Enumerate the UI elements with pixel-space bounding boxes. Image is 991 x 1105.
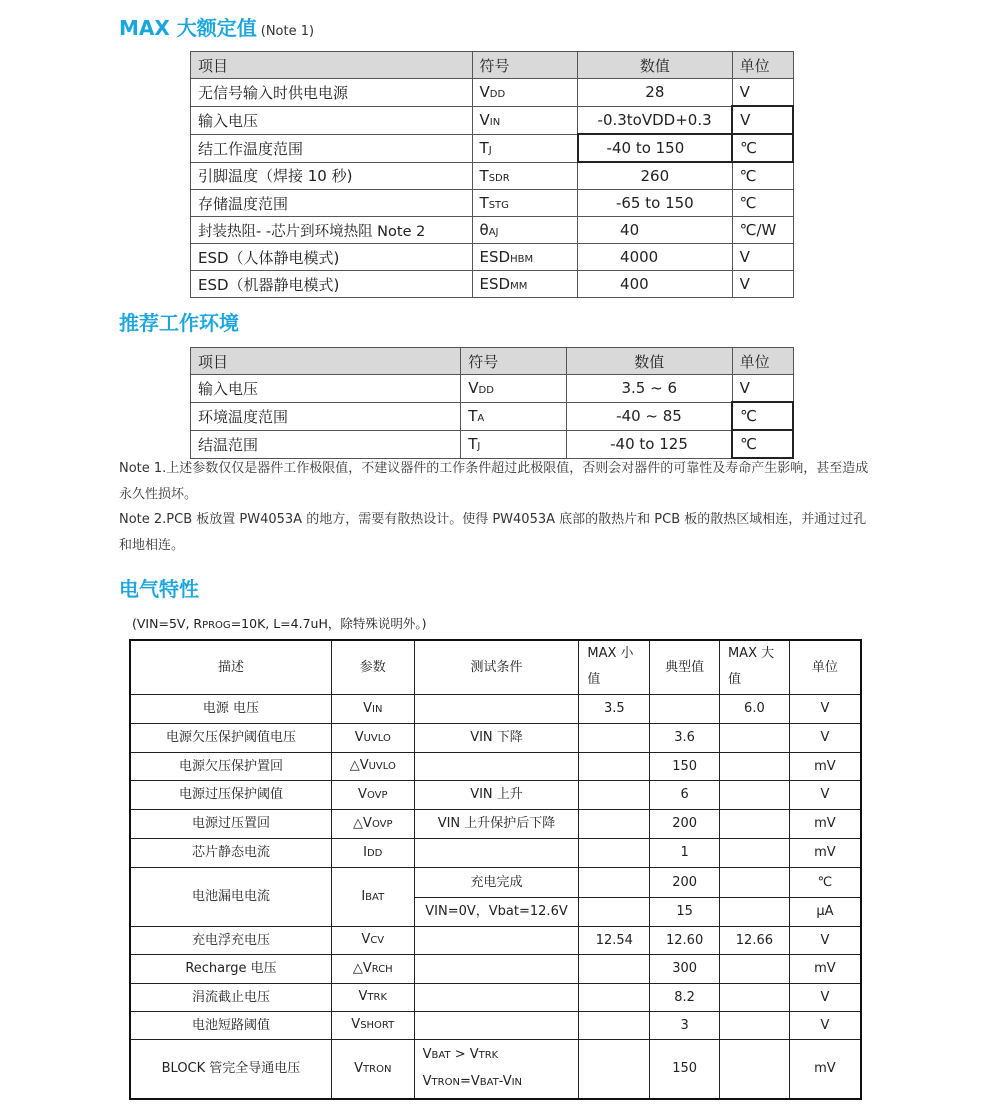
value-cell: 260: [578, 162, 733, 190]
unit-cell: mV: [789, 1039, 861, 1099]
test-cell: VIN=0V，Vbat=12.6V: [414, 897, 579, 926]
unit-cell: V: [732, 271, 793, 298]
item-cell: 引脚温度（焊接 10 秒): [191, 162, 473, 190]
table-row: [191, 402, 794, 430]
min-cell: [579, 838, 650, 867]
param-main: I: [361, 888, 366, 904]
typ-cell: 15: [650, 897, 720, 926]
test-subscript: TRON: [431, 1076, 460, 1088]
unit-cell: V: [732, 106, 793, 134]
section-title-max-ratings: [119, 12, 314, 41]
param-cell: [331, 926, 414, 954]
test-text: -V: [498, 1073, 512, 1089]
symbol-subscript: MM: [510, 281, 528, 292]
desc-cell: BLOCK 管完全导通电压: [130, 1039, 331, 1099]
symbol-subscript: IN: [489, 117, 501, 128]
param-subscript: BAT: [365, 891, 385, 903]
electrical-characteristics-table: [129, 639, 862, 1100]
min-cell: [579, 897, 650, 926]
symbol-cell: [461, 430, 567, 458]
column-header: 单位: [732, 348, 793, 375]
min-cell: [579, 780, 650, 809]
item-cell: ESD（人体静电模式): [191, 244, 473, 271]
param-main: V: [358, 989, 368, 1004]
param-cell: [331, 723, 414, 752]
value-cell: 400: [578, 271, 733, 298]
max-cell: [719, 983, 789, 1011]
table-row: [191, 106, 794, 134]
test-subscript: TRK: [478, 1049, 499, 1061]
param-prefix: △: [353, 815, 364, 831]
test-cell: [414, 838, 579, 867]
test-subscript: IN: [511, 1076, 523, 1088]
unit-cell: V: [732, 79, 793, 107]
min-cell: [579, 752, 650, 780]
param-subscript: UVLO: [368, 761, 396, 772]
param-cell: [331, 752, 414, 780]
table-row: [191, 244, 794, 271]
typ-cell: 8.2: [650, 983, 720, 1011]
unit-cell: ℃: [732, 430, 793, 458]
param-cell: [331, 1039, 414, 1099]
test-conditions: [132, 614, 426, 632]
max-cell: 6.0: [719, 694, 789, 723]
table-row: [130, 926, 861, 954]
min-cell: [579, 1039, 650, 1099]
conditions-text: =10K, L=4.7uH，除特殊说明外。): [230, 616, 427, 631]
param-subscript: TRK: [367, 992, 388, 1003]
param-cell: [331, 780, 414, 809]
test-cell: [414, 752, 579, 780]
symbol-main: T: [468, 435, 478, 453]
column-header-max: [719, 640, 789, 694]
unit-cell: ℃/W: [732, 217, 793, 244]
desc-cell: 芯片静态电流: [130, 838, 331, 867]
unit-cell: ℃: [732, 134, 793, 162]
max-cell: [719, 954, 789, 983]
value-cell: -40 to 150: [578, 134, 733, 162]
param-subscript: CV: [370, 935, 385, 946]
table-header-row: [191, 52, 794, 79]
symbol-subscript: AJ: [488, 227, 499, 238]
unit-cell: V: [789, 780, 861, 809]
symbol-cell: [461, 375, 567, 403]
param-cell: [331, 1011, 414, 1039]
param-main: I: [363, 844, 367, 860]
test-text: V: [422, 1046, 432, 1062]
desc-cell: 充电浮充电压: [130, 926, 331, 954]
max-cell: [719, 809, 789, 838]
column-header: 数值: [566, 348, 732, 375]
unit-cell: mV: [789, 954, 861, 983]
symbol-subscript: DD: [489, 89, 506, 101]
typ-cell: 150: [650, 752, 720, 780]
item-cell: ESD（机器静电模式): [191, 271, 473, 298]
param-prefix: △: [349, 758, 360, 773]
typ-cell: 12.60: [650, 926, 720, 954]
typ-cell: 3: [650, 1011, 720, 1039]
symbol-main: θ: [479, 221, 489, 239]
test-cell: VIN 上升: [414, 780, 579, 809]
test-cell: VIN 下降: [414, 723, 579, 752]
param-main: V: [362, 960, 372, 976]
param-main: V: [363, 815, 372, 831]
param-cell: [331, 954, 414, 983]
column-header-test: 测试条件: [414, 640, 579, 694]
param-main: V: [363, 700, 372, 716]
param-subscript: UVLO: [363, 732, 391, 744]
desc-cell: 电源 电压: [130, 694, 331, 723]
symbol-main: V: [468, 379, 479, 398]
param-main: V: [354, 729, 364, 745]
param-cell: [331, 694, 414, 723]
table-row: [191, 134, 794, 162]
value-cell: -65 to 150: [578, 190, 733, 217]
symbol-subscript: SDR: [488, 172, 510, 184]
symbol-subscript: A: [477, 413, 485, 424]
unit-cell: V: [789, 1011, 861, 1039]
unit-cell: μA: [789, 897, 861, 926]
table-header-row: [130, 640, 861, 694]
symbol-main: T: [468, 407, 478, 425]
param-main: V: [351, 1017, 361, 1032]
value-cell: -0.3toVDD+0.3: [578, 106, 733, 134]
table-row: [191, 271, 794, 298]
column-header: 数值: [578, 52, 733, 79]
column-header: 单位: [732, 52, 793, 79]
note-2: Note 2.PCB 板放置 PW4053A 的地方，需要有散热设计。使得 PW4053A 底部的散热片和 PCB 板的散热区域相连，并通过过孔和地相连。: [119, 512, 867, 553]
table-row: [130, 1011, 861, 1039]
unit-cell: ℃: [732, 402, 793, 430]
symbol-cell: [472, 162, 578, 190]
value-cell: 3.5 ~ 6: [566, 375, 732, 403]
symbol-subscript: J: [488, 145, 492, 156]
param-subscript: DD: [366, 847, 383, 859]
note-1: Note 1.上述参数仅仅是器件工作极限值，不建议器件的工作条件超过此极限值，否则会对器件的可靠性及寿命产生影响，甚至造成永久性损坏。: [119, 461, 869, 502]
item-cell: 存储温度范围: [191, 190, 473, 217]
param-subscript: OVP: [371, 818, 393, 830]
notes-block: [119, 456, 869, 558]
desc-cell: 电源过压置回: [130, 809, 331, 838]
item-cell: 结工作温度范围: [191, 134, 473, 162]
typ-cell: 150: [650, 1039, 720, 1099]
typ-cell: [650, 694, 720, 723]
test-cell: VIN 上升保护后下降: [414, 809, 579, 838]
symbol-cell: [461, 402, 567, 430]
max-cell: [719, 897, 789, 926]
min-cell: [579, 954, 650, 983]
param-cell: [331, 838, 414, 867]
section-title-recommended: 推荐工作环境: [119, 311, 239, 335]
value-cell: -40 ~ 85: [566, 402, 732, 430]
symbol-cell: [472, 244, 578, 271]
unit-cell: ℃: [732, 162, 793, 190]
column-header-min: [579, 640, 650, 694]
value-cell: -40 to 125: [566, 430, 732, 458]
test-cell: 充电完成: [414, 867, 579, 897]
param-subscript: SHORT: [360, 1020, 395, 1031]
symbol-subscript: HBM: [510, 254, 534, 265]
desc-cell: 涓流截止电压: [130, 983, 331, 1011]
param-subscript: RCH: [371, 963, 393, 975]
column-header: 项目: [191, 52, 473, 79]
unit-cell: V: [789, 694, 861, 723]
symbol-cell: [472, 106, 578, 134]
test-cell: [414, 1039, 579, 1099]
column-header: 符号: [461, 348, 567, 375]
test-text: V: [422, 1073, 432, 1089]
table-row: [191, 217, 794, 244]
table-row: [191, 190, 794, 217]
table-row: [130, 1039, 861, 1099]
param-subscript: OVP: [366, 789, 388, 801]
test-cell: [414, 983, 579, 1011]
value-cell: 40: [578, 217, 733, 244]
max-cell: [719, 1011, 789, 1039]
conditions-subscript: PROG: [202, 620, 231, 631]
symbol-main: V: [479, 111, 490, 129]
min-cell: [579, 983, 650, 1011]
conditions-text: (VIN=5V, R: [132, 616, 203, 631]
table-header-row: [191, 348, 794, 375]
desc-cell: 电源过压保护阈值: [130, 780, 331, 809]
table-row: [130, 723, 861, 752]
unit-cell: ℃: [732, 190, 793, 217]
desc-cell: 电源欠压保护阈值电压: [130, 723, 331, 752]
param-prefix: △: [352, 960, 363, 976]
min-cell: [579, 867, 650, 897]
unit-cell: mV: [789, 809, 861, 838]
min-cell: [579, 723, 650, 752]
test-cell: [414, 926, 579, 954]
min-cell: 3.5: [579, 694, 650, 723]
column-header: 项目: [191, 348, 461, 375]
typ-cell: 200: [650, 867, 720, 897]
param-cell: [331, 867, 414, 926]
symbol-cell: [472, 134, 578, 162]
table-row: [130, 838, 861, 867]
typ-cell: 200: [650, 809, 720, 838]
note-reference: (Note 1): [260, 24, 315, 39]
unit-cell: V: [789, 983, 861, 1011]
param-subscript: TRON: [363, 1063, 392, 1075]
max-cell: [719, 723, 789, 752]
desc-cell: 电池漏电电流: [130, 867, 331, 926]
test-subscript: BAT: [431, 1049, 451, 1061]
param-main: V: [361, 932, 371, 947]
desc-cell: 电池短路阈值: [130, 1011, 331, 1039]
table-row: [130, 752, 861, 780]
item-cell: 环境温度范围: [191, 402, 461, 430]
param-cell: [331, 809, 414, 838]
unit-cell: ℃: [789, 867, 861, 897]
table-row: [130, 694, 861, 723]
column-header-desc: 描述: [130, 640, 331, 694]
max-cell: 12.66: [719, 926, 789, 954]
max-cell: [719, 780, 789, 809]
table-row: [130, 867, 861, 897]
unit-cell: V: [732, 244, 793, 271]
unit-cell: V: [732, 375, 793, 403]
test-text: > V: [450, 1046, 479, 1062]
item-cell: 结温范围: [191, 430, 461, 458]
symbol-cell: [472, 79, 578, 107]
typ-cell: 1: [650, 838, 720, 867]
max-cell: [719, 838, 789, 867]
typ-cell: 300: [650, 954, 720, 983]
unit-cell: mV: [789, 752, 861, 780]
symbol-main: T: [479, 166, 489, 185]
param-subscript: IN: [372, 703, 383, 715]
max-cell: [719, 1039, 789, 1099]
min-cell: [579, 809, 650, 838]
value-cell: 28: [578, 79, 733, 107]
column-header-typ: 典型值: [650, 640, 720, 694]
symbol-main: T: [479, 194, 489, 212]
max-cell: [719, 867, 789, 897]
section-title-text: MAX 大额定值: [119, 16, 257, 40]
test-cell: [414, 954, 579, 983]
symbol-main: V: [479, 83, 490, 102]
table-row: [191, 430, 794, 458]
unit-cell: V: [789, 723, 861, 752]
param-main: V: [354, 1060, 364, 1076]
param-main: V: [359, 758, 369, 773]
table-row: [130, 780, 861, 809]
symbol-main: ESD: [479, 248, 511, 266]
item-cell: 输入电压: [191, 106, 473, 134]
symbol-main: T: [479, 139, 489, 157]
symbol-cell: [472, 217, 578, 244]
symbol-subscript: J: [477, 441, 481, 452]
header-line: 值: [587, 672, 601, 688]
symbol-subscript: STG: [488, 200, 509, 211]
symbol-subscript: DD: [478, 385, 494, 397]
test-cell: [414, 694, 579, 723]
typ-cell: 6: [650, 780, 720, 809]
item-cell: 输入电压: [191, 375, 461, 403]
min-cell: [579, 1011, 650, 1039]
max-cell: [719, 752, 789, 780]
param-cell: [331, 983, 414, 1011]
column-header: 符号: [472, 52, 578, 79]
unit-cell: V: [789, 926, 861, 954]
header-line: MAX 小: [587, 646, 634, 662]
symbol-cell: [472, 190, 578, 217]
unit-cell: mV: [789, 838, 861, 867]
column-header-unit: 单位: [789, 640, 861, 694]
test-text: =V: [459, 1073, 480, 1089]
recommended-table: [190, 347, 794, 459]
table-row: [191, 375, 794, 403]
test-subscript: BAT: [479, 1076, 499, 1088]
typ-cell: 3.6: [650, 723, 720, 752]
item-cell: 无信号输入时供电电源: [191, 79, 473, 107]
table-row: [130, 809, 861, 838]
column-header-param: 参数: [331, 640, 414, 694]
param-main: V: [358, 786, 367, 802]
table-row: [191, 79, 794, 107]
symbol-main: ESD: [479, 275, 511, 293]
desc-cell: 电源欠压保护置回: [130, 752, 331, 780]
item-cell: 封装热阻- -芯片到环境热阻 Note 2: [191, 217, 473, 244]
value-cell: 4000: [578, 244, 733, 271]
test-cell: [414, 1011, 579, 1039]
min-cell: 12.54: [579, 926, 650, 954]
section-title-electrical: 电气特性: [119, 577, 199, 601]
table-row: [130, 983, 861, 1011]
symbol-cell: [472, 271, 578, 298]
header-line: 值: [727, 672, 741, 688]
header-line: MAX 大: [727, 646, 775, 662]
desc-cell: Recharge 电压: [130, 954, 331, 983]
max-ratings-table: [190, 51, 794, 298]
table-row: [191, 162, 794, 190]
table-row: [130, 954, 861, 983]
